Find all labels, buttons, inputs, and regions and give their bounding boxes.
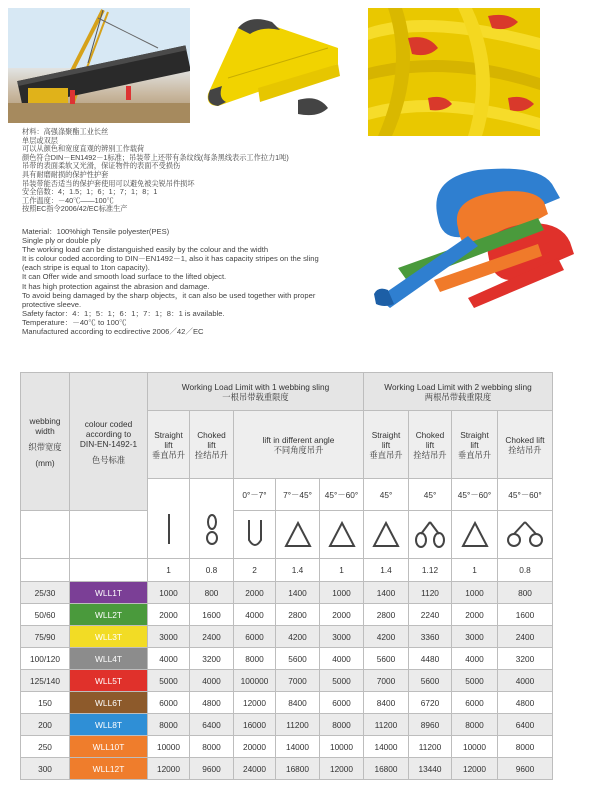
load-value-cell: 11200	[364, 714, 409, 736]
straight-lift-header: Straight lift 垂直吊升	[148, 411, 190, 479]
width-cell: 25/30	[21, 582, 70, 604]
load-value-cell: 12000	[234, 692, 276, 714]
factor-row	[21, 559, 553, 582]
basket-lift-icon	[234, 511, 276, 559]
load-value-cell: 11200	[409, 736, 452, 758]
safety-factor-cell: 1.4	[276, 559, 320, 582]
wll-colour-cell: WLL8T	[70, 714, 148, 736]
safety-factor-cell: 0.8	[498, 559, 553, 582]
load-value-cell: 8960	[409, 714, 452, 736]
load-value-cell: 800	[190, 582, 234, 604]
load-value-cell: 2800	[276, 604, 320, 626]
load-value-cell: 2240	[409, 604, 452, 626]
colour-code-header: colour coded according to DIN-EN-1492-1 色号标准	[70, 373, 148, 511]
yellow-sling-photo	[198, 8, 358, 123]
load-value-cell: 5000	[148, 670, 190, 692]
load-value-cell: 7000	[276, 670, 320, 692]
load-value-cell: 5000	[320, 670, 364, 692]
safety-factor-cell: 1.12	[409, 559, 452, 582]
straight-lift-header-3: Straight lift 垂直吊升	[452, 411, 498, 479]
chinese-description	[22, 128, 352, 214]
choked-lift-header-3: Choked lift 拴结吊升	[498, 411, 553, 479]
angle-label: 45°	[364, 479, 409, 511]
load-value-cell: 4000	[190, 670, 234, 692]
load-value-cell: 13440	[409, 758, 452, 780]
width-cell: 125/140	[21, 670, 70, 692]
angle-label: 45°－60°	[320, 479, 364, 511]
width-header: webbing width 织带宽度 (mm)	[21, 373, 70, 511]
load-value-cell: 16000	[234, 714, 276, 736]
load-value-cell: 2000	[320, 604, 364, 626]
load-value-cell: 9600	[190, 758, 234, 780]
load-value-cell: 12000	[452, 758, 498, 780]
angle-lift-header: lift in different angle 不同角度吊升	[234, 411, 364, 479]
load-value-cell: 3200	[498, 648, 553, 670]
en-line: Single ply or double ply	[22, 236, 101, 246]
load-value-cell: 3200	[190, 648, 234, 670]
load-value-cell: 4000	[148, 648, 190, 670]
wll-colour-cell: WLL1T	[70, 582, 148, 604]
load-value-cell: 11200	[276, 714, 320, 736]
load-value-cell: 5600	[364, 648, 409, 670]
load-value-cell: 6000	[320, 692, 364, 714]
load-value-cell: 6400	[190, 714, 234, 736]
choked-lift-header-2: Choked lift 拴结吊升	[409, 411, 452, 479]
load-value-cell: 3000	[148, 626, 190, 648]
load-value-cell: 2800	[364, 604, 409, 626]
safety-factor-cell: 2	[234, 559, 276, 582]
choked-lift-icon	[202, 510, 222, 550]
load-value-cell: 4000	[320, 648, 364, 670]
load-value-cell: 100000	[234, 670, 276, 692]
load-value-cell: 4000	[452, 648, 498, 670]
en-line: protective sleeve.	[22, 299, 82, 309]
load-value-cell: 5600	[276, 648, 320, 670]
safety-factor-cell: 1	[148, 559, 190, 582]
load-value-cell: 2000	[452, 604, 498, 626]
choked-spacer	[190, 479, 234, 559]
load-value-cell: 4800	[498, 692, 553, 714]
load-value-cell: 1400	[364, 582, 409, 604]
wll-colour-cell: WLL3T	[70, 626, 148, 648]
triangle-lift-icon	[320, 511, 364, 559]
safety-factor-cell: 1	[452, 559, 498, 582]
triangle-lift-icon	[276, 511, 320, 559]
triangle-lift-icon	[452, 511, 498, 559]
en-line: It is colour coded according to DIN－EN1492－1, also it has capacity stripes on the sling	[22, 254, 319, 264]
table-row	[21, 582, 553, 604]
straight-lift-header-2: Straight lift 垂直吊升	[364, 411, 409, 479]
load-value-cell: 10000	[452, 736, 498, 758]
load-value-cell: 6400	[498, 714, 553, 736]
triangle-lift-icon	[364, 511, 409, 559]
load-value-cell: 2400	[498, 626, 553, 648]
load-value-cell: 4200	[276, 626, 320, 648]
load-value-cell: 14000	[276, 736, 320, 758]
safety-factor-cell: 1.4	[364, 559, 409, 582]
safety-factor-cell: 0.8	[190, 559, 234, 582]
icon-cell-spacer	[70, 511, 148, 559]
cn-line: 吊带的表面柔软又光滑，保证物件的表面不受损伤	[22, 161, 181, 171]
width-cell: 50/60	[21, 604, 70, 626]
en-line: It can Offer wide and smooth load surface to the lifted object.	[22, 272, 227, 282]
load-value-cell: 6000	[148, 692, 190, 714]
load-value-cell: 8400	[364, 692, 409, 714]
width-cell: 200	[21, 714, 70, 736]
wll-colour-cell: WLL2T	[70, 604, 148, 626]
en-line: Material：100%high Tensile polyester(PES)	[22, 227, 170, 236]
table-row	[21, 758, 553, 780]
load-value-cell: 4200	[364, 626, 409, 648]
double-choked-icon	[409, 511, 452, 559]
wll-colour-cell: WLL10T	[70, 736, 148, 758]
icon-cell-spacer	[21, 511, 70, 559]
table-row	[21, 648, 553, 670]
load-value-cell: 1000	[320, 582, 364, 604]
cn-line: 安全倍数：4；1.5；1；6；1；7；1；8；1	[22, 187, 158, 197]
en-line: The working load can be distanguished easily by the colour and the width	[22, 245, 269, 255]
load-value-cell: 8000	[190, 736, 234, 758]
width-cell: 250	[21, 736, 70, 758]
cn-line: 工作温度：－40℃——100℃	[22, 195, 114, 205]
angle-label: 45°－60°	[498, 479, 553, 511]
table-row	[21, 714, 553, 736]
load-value-cell: 2000	[234, 582, 276, 604]
wll-colour-cell: WLL4T	[70, 648, 148, 670]
factor-spacer	[21, 559, 70, 582]
cn-line: 具有耐磨耐损的保护性护套	[22, 169, 109, 179]
load-value-cell: 12000	[148, 758, 190, 780]
en-line: Temperature：－40℃ to 100℃	[22, 317, 127, 327]
cn-line: 单层或双层	[22, 135, 58, 145]
angle-label: 45°	[409, 479, 452, 511]
load-value-cell: 3360	[409, 626, 452, 648]
wll-colour-cell: WLL12T	[70, 758, 148, 780]
load-value-cell: 4800	[190, 692, 234, 714]
load-value-cell: 8000	[452, 714, 498, 736]
load-value-cell: 1000	[148, 582, 190, 604]
angle-label: 45°－60°	[452, 479, 498, 511]
load-value-cell: 8000	[320, 714, 364, 736]
width-cell: 150	[21, 692, 70, 714]
angle-label: 0°－7°	[234, 479, 276, 511]
width-cell: 100/120	[21, 648, 70, 670]
table-row	[21, 626, 553, 648]
wll-colour-cell: WLL5T	[70, 670, 148, 692]
load-value-cell: 5000	[452, 670, 498, 692]
load-value-cell: 1000	[452, 582, 498, 604]
load-limit-table	[20, 372, 552, 792]
load-value-cell: 2400	[190, 626, 234, 648]
load-value-cell: 16800	[364, 758, 409, 780]
choked-lift-header: Choked lift 拴结吊升	[190, 411, 234, 479]
sling-pile-photo	[368, 8, 540, 136]
load-value-cell: 10000	[320, 736, 364, 758]
load-value-cell: 1120	[409, 582, 452, 604]
factor-spacer	[70, 559, 148, 582]
width-cell: 75/90	[21, 626, 70, 648]
safety-factor-cell: 1	[320, 559, 364, 582]
straight-lift-icon	[163, 510, 175, 550]
load-value-cell: 6000	[452, 692, 498, 714]
table-row	[21, 604, 553, 626]
en-line: Safety factor：4：1；5：1；6：1；7：1；8：1 is available.	[22, 308, 225, 318]
load-value-cell: 12000	[320, 758, 364, 780]
load-value-cell: 9600	[498, 758, 553, 780]
wll-colour-cell: WLL6T	[70, 692, 148, 714]
straight-spacer	[148, 479, 190, 559]
load-value-cell: 16800	[276, 758, 320, 780]
en-line: To avoid being damaged by the sharp objects，it can also be used together with proper	[22, 290, 316, 300]
load-value-cell: 3000	[320, 626, 364, 648]
double-choked-icon	[498, 511, 553, 559]
load-value-cell: 8400	[276, 692, 320, 714]
en-line: Manufactured according to ecdirective 2006／42／EC	[22, 327, 204, 337]
load-value-cell: 4000	[498, 670, 553, 692]
load-value-cell: 3000	[452, 626, 498, 648]
group2-header: Working Load Limit with 2 webbing sling 两根吊带载重限度	[364, 373, 553, 411]
cn-line: 可以从颜色和宽度直观的辨别工作载荷	[22, 144, 145, 154]
en-line: It has high protection against the abrasion and damage.	[22, 281, 210, 291]
load-value-cell: 8000	[234, 648, 276, 670]
english-description	[22, 227, 352, 336]
load-value-cell: 4480	[409, 648, 452, 670]
width-cell: 300	[21, 758, 70, 780]
load-value-cell: 1600	[190, 604, 234, 626]
load-value-cell: 1600	[498, 604, 553, 626]
load-value-cell: 2000	[148, 604, 190, 626]
table-row	[21, 736, 553, 758]
cn-line: 颜色符合DIN－EN1492－1标准；吊装带上还带有条纹线(每条黑线表示工作拉力1吨)	[22, 152, 289, 162]
load-value-cell: 6720	[409, 692, 452, 714]
table-row	[21, 670, 553, 692]
load-value-cell: 8000	[498, 736, 553, 758]
load-value-cell: 6000	[234, 626, 276, 648]
cn-line: 吊装带能否适当的保护套使用可以避免被尖锐吊件损坏	[22, 178, 195, 188]
load-value-cell: 14000	[364, 736, 409, 758]
group1-header: Working Load Limit with 1 webbing sling 一根吊带载重限度	[148, 373, 364, 411]
load-value-cell: 800	[498, 582, 553, 604]
load-value-cell: 10000	[148, 736, 190, 758]
load-value-cell: 8000	[148, 714, 190, 736]
cn-line: 材料：高强涤聚酯工业长丝	[22, 127, 109, 136]
load-value-cell: 5600	[409, 670, 452, 692]
load-value-cell: 20000	[234, 736, 276, 758]
load-value-cell: 7000	[364, 670, 409, 692]
colored-slings-photo	[338, 158, 578, 310]
pipeline-lifting-photo	[8, 8, 190, 123]
load-value-cell: 1400	[276, 582, 320, 604]
load-value-cell: 4000	[234, 604, 276, 626]
angle-label: 7°－45°	[276, 479, 320, 511]
cn-line: 按照EC指令2006/42/EC标准生产	[22, 204, 128, 214]
load-value-cell: 24000	[234, 758, 276, 780]
table-row	[21, 692, 553, 714]
en-line: (each stripe is equal to 1ton capacity).	[22, 263, 150, 273]
